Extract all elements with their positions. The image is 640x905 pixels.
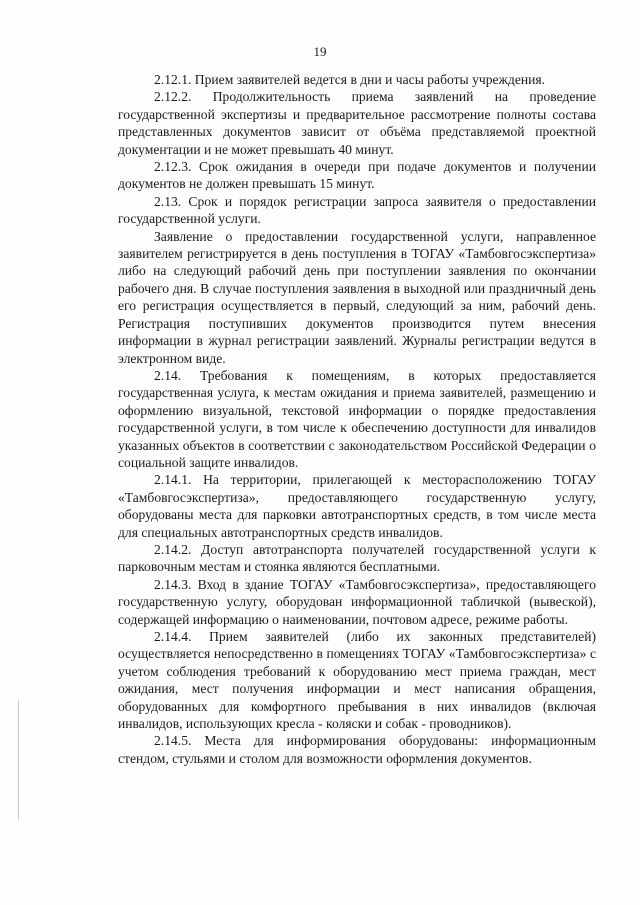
paragraph-2-14-3: 2.14.3. Вход в здание ТОГАУ «Тамбовгосэкспертиза», предоставляющего государственную услугу, оборудован информационной табличкой (вывеской), содержащей информацию о наименовании, почтовом адресе, режиме работы. — [118, 576, 596, 627]
paragraph-registration: Заявление о предоставлении государственной услуги, направленное заявителем регистрируется в день поступления в ТОГАУ «Тамбовгосэкспертиза» либо на следующий рабочий день при поступлении заявления по окончании рабочего дня. В случае поступления заявления в выходной или праздничный день его регистрация осуществляется в первый, следующий за ним, рабочий день. Регистрация поступивших документов производится путем внесения информации в журнал регистрации заявлений. Журналы регистрации ведутся в электронном виде. — [118, 228, 596, 366]
paragraph-2-14-4: 2.14.4. Прием заявителей (либо их законных представителей) осуществляется непосредственно в помещениях ТОГАУ «Тамбовгосэкспертиза» с учетом соблюдения требований к оборудованию мест приема граждан, мест ожидания, мест получения информации и мест написания обращения, оборудованных для комфортного пребывания в них инвалидов (включая инвалидов, использующих кресла - коляски и собак - проводников). — [118, 629, 596, 732]
page-number: 19 — [313, 44, 327, 59]
paragraph-2-12-2: 2.12.2. Продолжительность приема заявлений на проведение государственной экспертизы и предварительное рассмотрение полноты состава представленных документов зависит от объёма представляемой проектной документации и не может превышать 40 минут. — [118, 89, 596, 157]
paragraph-2-14-5: 2.14.5. Места для информирования оборудованы: информационным стендом, стульями и столом для возможности оформления документов. — [118, 733, 596, 766]
paragraph-2-14-1: 2.14.1. На территории, прилегающей к месторасположению ТОГАУ «Тамбовгосэкспертиза», предоставляющего государственную услугу, оборудованы места для парковки автотранспортных средств, в том числе места для специальных автотранспортных средств инвалидов. — [118, 472, 596, 540]
paragraph-2-12-3: 2.12.3. Срок ожидания в очереди при подаче документов и получении документов не должен превышать 15 минут. — [118, 159, 596, 192]
document-body — [118, 71, 596, 767]
paragraph-2-13: 2.13. Срок и порядок регистрации запроса заявителя о предоставлении государственной услуги. — [118, 193, 596, 227]
paragraph-2-14: 2.14. Требования к помещениям, в которых предоставляется государственная услуга, к местам ожидания и приема заявителей, размещению и оформлению визуальной, текстовой информации о порядке предоставления государственной услуги, в том числе к обеспечению доступности для инвалидов указанных объектов в соответствии с законодательством Российской Федерации о социальной защите инвалидов. — [118, 367, 596, 470]
paragraph-2-14-2: 2.14.2. Доступ автотранспорта получателей государственной услуги к парковочным местам и стоянка являются бесплатными. — [118, 541, 596, 575]
paragraph-2-12-1: 2.12.1. Прием заявителей ведется в дни и часы работы учреждения. — [154, 72, 546, 87]
scan-edge-mark — [18, 700, 19, 820]
